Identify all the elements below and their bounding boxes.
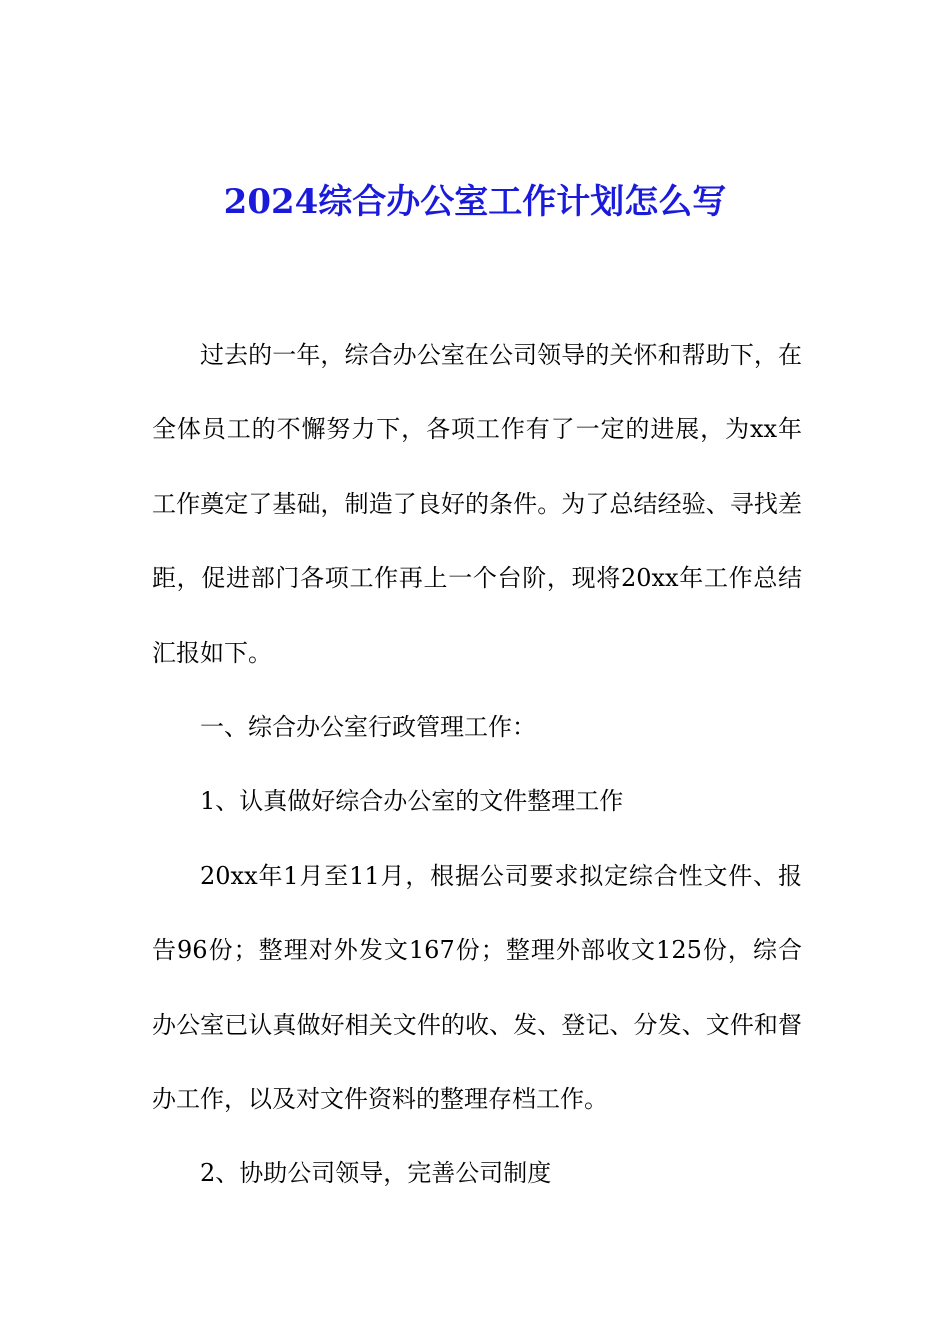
section-heading-admin: 一、综合办公室行政管理工作： [200,713,536,742]
document-title: 2024综合办公室工作计划怎么写 [223,182,727,222]
subsection-heading-rules: 2、协助公司领导，完善公司制度 [200,1159,552,1188]
paragraph-intro: 过去的一年，综合办公室在公司领导的关怀和帮助下，在全体员工的不懈努力下，各项工作有了一定的进展，为xx年工作奠定了基础，制造了良好的条件。为了总结经验、寻找差距，促进部门各项工作再上一个台阶，现将20xx年工作总结汇报如下。 [152,341,802,667]
document-body [152,318,802,1211]
subsection-heading-files: 1、认真做好综合办公室的文件整理工作 [200,787,624,816]
paragraph-files: 20xx年1月至11月，根据公司要求拟定综合性文件、报告96份；整理对外发文167份；整理外部收文125份，综合办公室已认真做好相关文件的收、发、登记、分发、文件和督办工作，以及对文件资料的整理存档工作。 [152,861,802,1114]
